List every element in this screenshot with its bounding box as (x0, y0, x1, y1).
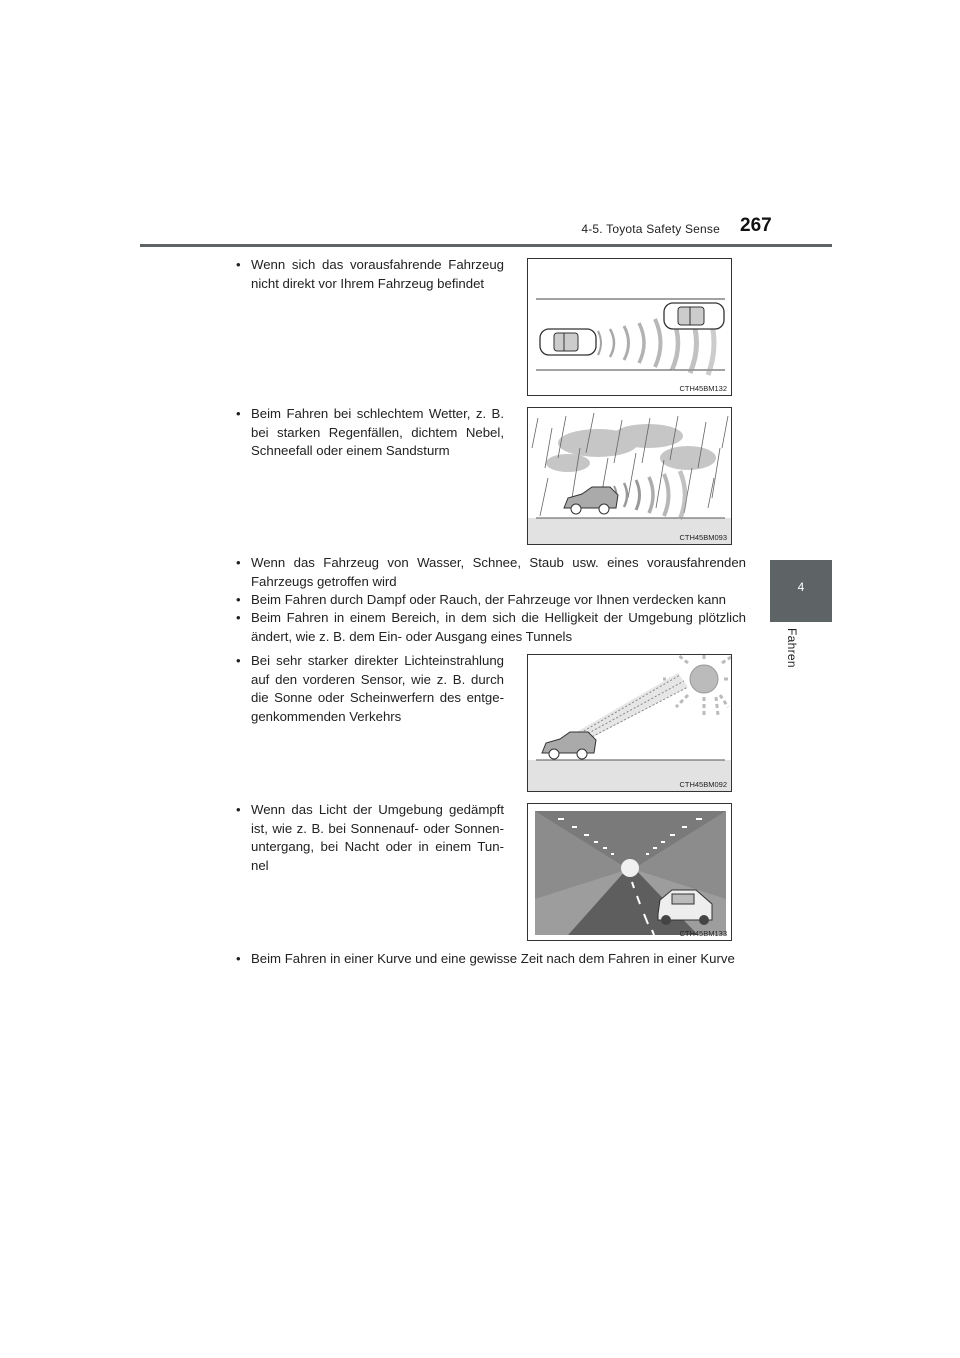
list-item-text: Beim Fahren durch Dampf oder Rauch, der Fahrzeuge vor Ihnen verdecken kann (251, 592, 727, 607)
car-icon (542, 732, 596, 759)
tunnel-exit-light (621, 859, 639, 877)
bad-weather-illustration (528, 408, 732, 545)
figure-sun-glare (527, 654, 732, 792)
list-item (236, 950, 746, 969)
list-item (236, 609, 746, 646)
figure-code: CTH45BM133 (679, 929, 727, 938)
list-item (236, 554, 746, 591)
list-item (236, 652, 504, 726)
figure-code: CTH45BM093 (679, 533, 727, 542)
list-item-text: Wenn sich das vorausfahrende Fahrzeug nicht direkt vor Ihrem Fahrzeug befindet (251, 257, 504, 291)
radar-waves (614, 471, 685, 519)
list-item-text: Wenn das Fahrzeug von Wasser, Schnee, Staub usw. eines vorausfahrenden Fahrzeugs getroffen wird (251, 555, 746, 589)
list-item (236, 256, 504, 293)
chapter-number: 4 (797, 580, 805, 594)
figure-bad-weather (527, 407, 732, 545)
list-item-text: Beim Fahren bei schlechtem Wetter, z. B. bei starken Regenfällen, dichtem Nebel, Schneefall oder einem Sandsturm (251, 406, 504, 458)
list-item-text: Bei sehr starker direkter Lichteinstrahlung auf den vorderen Sensor, wie z. B. durch die Sonne oder Scheinwerfern des entge-genkommenden Verkehrs (251, 653, 504, 724)
list-item-text: Beim Fahren in einem Bereich, in dem sich die Helligkeit der Umgebung plötzlich ändert, wie z. B. dem Ein- oder Ausgang eines Tunnels (251, 610, 746, 644)
list-item (236, 801, 504, 875)
bullet-glyph: • (236, 951, 241, 966)
bullet-glyph: • (236, 555, 241, 570)
figure-code: CTH45BM092 (679, 780, 727, 789)
leading-car-icon (664, 303, 724, 329)
list-item-text: Wenn das Licht der Umgebung gedämpft ist, wie z. B. bei Sonnenauf- oder Sonnen-untergang, bei Nacht oder in einem Tun-nel (251, 802, 504, 873)
list-item-text: Beim Fahren in einer Kurve und eine gewisse Zeit nach dem Fahren in einer Kurve (251, 951, 735, 966)
figure-code: CTH45BM132 (679, 384, 727, 393)
chapter-tab (770, 560, 832, 622)
figure-offset-vehicle (527, 258, 732, 396)
header-divider (140, 244, 832, 247)
page-number: 267 (740, 215, 772, 236)
fog-clouds (546, 424, 716, 472)
list-item (236, 591, 746, 610)
bullet-glyph: • (236, 610, 241, 625)
tunnel-illustration (528, 804, 732, 941)
figure-tunnel (527, 803, 732, 941)
list-item (236, 405, 504, 461)
offset-vehicle-illustration (528, 259, 732, 396)
car-icon (564, 487, 618, 514)
chapter-label: Fahren (785, 628, 799, 668)
sun-glare-illustration (528, 655, 732, 792)
section-title: 4-5. Toyota Safety Sense (581, 222, 720, 236)
bullet-glyph: • (236, 653, 241, 668)
bullet-glyph: • (236, 802, 241, 817)
own-car-icon (540, 329, 596, 355)
bullet-glyph: • (236, 592, 241, 607)
bullet-glyph: • (236, 257, 241, 272)
bullet-glyph: • (236, 406, 241, 421)
